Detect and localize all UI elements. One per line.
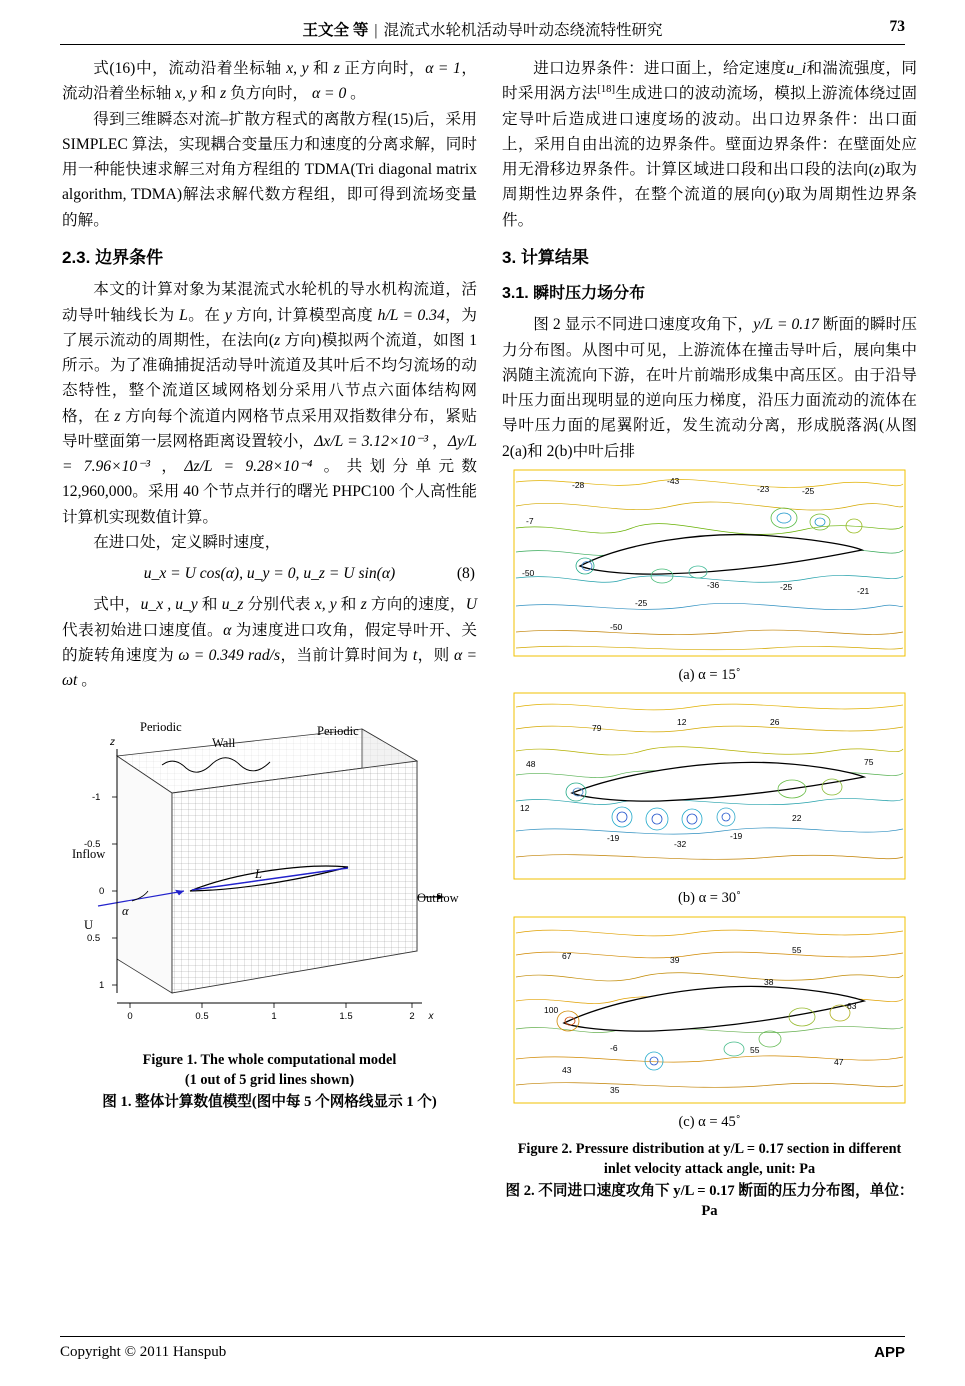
text-frag: 式(16)中，流动沿着坐标轴 — [93, 60, 287, 77]
fig1-label-alpha: α — [122, 904, 129, 919]
value-delta-x: Δx/L = 3.12×10⁻³ — [314, 432, 429, 450]
figure-2-label-b: (b) α = 30˚ — [678, 890, 741, 907]
fig1-ztick-3: 0.5 — [87, 933, 101, 945]
paragraph-eq16-note — [62, 56, 477, 107]
fig2c-value-7: 55 — [750, 1044, 760, 1055]
fig2b-value-8: -32 — [674, 839, 687, 850]
citation-18: [18] — [597, 84, 616, 96]
fig2c-value-9: 43 — [562, 1064, 572, 1075]
fig2a-value-3: -25 — [802, 485, 815, 496]
fig1-label-L: L — [255, 867, 262, 882]
var-t: t — [412, 646, 418, 664]
text-frag: 和 — [197, 596, 222, 614]
fig2c-value-8: 47 — [834, 1056, 844, 1067]
fig2b-value-3: 48 — [526, 759, 536, 770]
var-z2: z — [220, 85, 227, 103]
figure-2-panel-a — [502, 466, 917, 662]
var-z4: z — [114, 407, 121, 425]
text-frag: ， — [428, 432, 448, 450]
text-frag: 。共划分单元数 12,960,000。采用 40 个节点并行的曙光 PHPC100 个人高性能计算机实现数值计算。 — [62, 458, 478, 526]
fig1-label-wall: Wall — [212, 736, 236, 751]
text-frag: 为速度进口攻角，假定导叶开、关的旋转角速度为 — [62, 621, 477, 664]
text-frag: 和 — [196, 85, 221, 103]
fig2b-value-6: 22 — [792, 813, 802, 824]
page-number: 73 — [889, 18, 905, 35]
figure-2-panel-c — [502, 913, 917, 1109]
fig2c-value-10: 35 — [610, 1084, 620, 1095]
fig1-label-inflow: Inflow — [72, 847, 106, 862]
fig2b-value-0: 79 — [592, 723, 602, 734]
text-frag: 正方向时， — [339, 60, 426, 77]
var-xy: x, y — [175, 85, 197, 103]
text-frag: ，流动沿着坐标轴 — [62, 60, 477, 103]
heading-3-1: 3.1. 瞬时压力场分布 — [502, 285, 646, 303]
page-footer — [60, 1344, 905, 1361]
var-uz: u_z — [221, 596, 244, 614]
fig1-xtick-2: 1 — [271, 1011, 277, 1023]
fig1-ztick-1: -0.5 — [84, 839, 101, 851]
text-frag: 。在 — [187, 306, 225, 324]
text-frag: 和 — [336, 596, 361, 614]
fig2c-value-6: -6 — [610, 1042, 618, 1053]
equation-8-body: u_x = U cos(α), u_y = 0, u_z = U sin(α) — [143, 565, 396, 583]
var-z3: z — [274, 331, 281, 349]
header-divider — [60, 44, 905, 45]
paragraph-symbols — [62, 592, 477, 693]
value-omega: ω = 0.349 rad/s — [178, 646, 281, 664]
paragraph-pressure-field — [502, 312, 917, 464]
fig1-axis-x-label: x — [428, 1011, 434, 1023]
figure-2-label-a: (a) α = 15˚ — [678, 666, 741, 683]
var-x: x — [286, 60, 294, 77]
fig2c-value-2: 55 — [792, 944, 802, 955]
fig2b-value-5: 75 — [864, 757, 874, 768]
text-frag: 方向的速度， — [366, 596, 466, 614]
fig2c-value-3: 38 — [764, 976, 774, 987]
text-frag: , — [293, 60, 302, 77]
figure-2c-svg — [502, 913, 917, 1109]
fig2a-value-8: -25 — [780, 581, 793, 592]
var-L: L — [179, 306, 188, 324]
text-frag: ， — [150, 458, 185, 476]
paragraph-inlet-velocity: 在进口处，定义瞬时速度， — [93, 533, 281, 551]
fig1-label-outflow: Outflow — [417, 891, 459, 906]
figure-2-caption-en-1: Figure 2. Pressure distribution at y/L = 0.17 section in different — [517, 1141, 902, 1158]
paragraph-inlet-bc — [502, 56, 917, 233]
text-frag: 。 — [77, 672, 97, 690]
fig1-xtick-1: 0.5 — [195, 1011, 209, 1023]
figure-1-caption-en-1: Figure 1. The whole computational model — [142, 1052, 397, 1069]
alpha-equals-0: α = 0 — [311, 85, 347, 103]
text-frag: ，为了展示流动的周期性，在法向( — [62, 306, 477, 349]
var-ux-uy: u_x , u_y — [140, 596, 198, 614]
fig2b-value-2: 26 — [770, 717, 780, 728]
right-column — [502, 56, 917, 1221]
left-column — [62, 56, 477, 1113]
alpha-equals-1: α = 1 — [425, 60, 461, 77]
figure-1-caption-en-2: (1 out of 5 grid lines shown) — [184, 1071, 355, 1088]
paragraph-simplec: 得到三维瞬态对流‒扩散方程式的离散方程(15)后，采用 SIMPLEC 算法，实现耦合变量压力和速度的分离求解，同时用一种能快速求解三对角方程组的 TDMA(Tri diagonal matrix algorithm, TDMA)解法求解代数方程组，即可得到流场变量的解。 — [62, 110, 477, 229]
text-frag: 分别代表 — [243, 596, 315, 614]
fig2b-value-7: -19 — [607, 833, 620, 844]
heading-3: 3. 计算结果 — [502, 247, 589, 267]
fig2b-value-4: 12 — [520, 803, 530, 814]
text-frag: ，则 — [417, 646, 454, 664]
text-frag: 代表初始进口速度值。 — [62, 621, 224, 639]
figure-1-graphic — [62, 701, 477, 1051]
var-z: z — [333, 60, 340, 77]
text-frag: 进口边界条件：进口面上，给定速度 — [533, 60, 787, 77]
fig2a-value-0: -28 — [572, 479, 585, 490]
figure-2-label-c: (c) α = 45˚ — [678, 1113, 741, 1130]
figure-2a-svg — [502, 466, 917, 662]
value-delta-y: Δy/L = 7.96×10⁻³ — [62, 432, 477, 476]
fig2c-value-5: 63 — [847, 1000, 857, 1011]
text-frag: 断面的瞬时压力分布图。从图中可见，上游流体在撞击导叶后，展向集中涡随主流流向下游，在叶片前端形成集中高压区。由于沿导叶压力面出现明显的逆向压力梯度，沿压力面流动的流体在导叶压力面的尾翼附近，发生流动分离，形成脱落涡(从图 2(a)和 2(b)中叶后排 — [502, 316, 917, 460]
header-separator: | — [374, 22, 378, 39]
figure-1-caption-cn: 图 1. 整体计算数值模型(图中每 5 个网格线显示 1 个) — [102, 1093, 437, 1110]
fig1-xtick-0: 0 — [127, 1011, 133, 1023]
fig2c-value-4: 100 — [544, 1004, 559, 1015]
var-z5: z — [360, 596, 367, 614]
var-y-right: y — [772, 186, 780, 204]
fig1-xtick-4: 2 — [409, 1011, 415, 1023]
value-delta-z: Δz/L = 9.28×10⁻⁴ — [184, 458, 313, 476]
fig1-label-U: U — [84, 918, 94, 933]
var-U: U — [465, 596, 477, 614]
text-frag: 负方向时， — [226, 85, 312, 103]
var-y2: y — [224, 306, 232, 324]
figure-2-caption-en-2: inlet velocity attack angle, unit: Pa — [603, 1160, 816, 1177]
text-frag: 和 — [308, 60, 334, 77]
text-frag: )取为周期性边界条件。 — [502, 186, 917, 229]
value-h-over-L: h/L = 0.34 — [377, 306, 445, 324]
fig1-ztick-4: 1 — [99, 980, 105, 992]
var-z-right: z — [873, 161, 880, 179]
fig2a-value-4: -7 — [526, 515, 534, 526]
journal-abbrev: APP — [874, 1344, 905, 1361]
text-frag: )取为周期性边界条件，在整个流道的展向( — [502, 161, 917, 204]
header-authors: 王文全 等 — [302, 22, 369, 39]
figure-2b-svg — [502, 689, 917, 885]
var-y: y — [301, 60, 309, 77]
text-frag: 图 2 显示不同进口速度攻角下， — [533, 316, 754, 334]
equation-8-number: (8) — [456, 565, 475, 583]
value-y-over-L: y/L = 0.17 — [753, 316, 819, 334]
fig2b-value-9: -19 — [730, 831, 743, 842]
var-alpha: α — [223, 621, 232, 639]
fig2a-value-10: -50 — [610, 621, 623, 632]
paragraph-boundary-desc — [62, 277, 477, 530]
copyright-text: Copyright © 2011 Hanspub — [60, 1344, 227, 1360]
text-frag: 生成进口的波动流场，模拟上游流体绕过固定导叶后造成进口速度场的波动。出口边界条件：出口面上，采用自由出流的边界条件。壁面边界条件：在壁面处应用无滑移边界条件。计算区域进口段和出口段的法向( — [502, 85, 917, 179]
fig1-axis-z-label: z — [110, 737, 115, 749]
fig1-label-periodic-right: Periodic — [317, 724, 359, 739]
figure-2-caption-cn: 图 2. 不同进口速度攻角下 y/L = 0.17 断面的压力分布图，单位：Pa — [505, 1182, 914, 1219]
header-title: 混流式水轮机活动导叶动态绕流特性研究 — [383, 22, 663, 39]
fig2a-value-5: -50 — [522, 567, 535, 578]
var-ui: u_i — [786, 60, 807, 77]
fig2a-value-2: -23 — [757, 483, 770, 494]
equation-8 — [62, 561, 477, 586]
fig1-ztick-2: 0 — [99, 886, 105, 898]
fig2a-value-7: -36 — [707, 579, 720, 590]
text-frag: 式中， — [93, 596, 141, 614]
text-frag: 方向每个流道内网格节点采用双指数律分布，紧贴导叶壁面第一层网格距离设置较小， — [62, 407, 477, 450]
heading-2-3: 2.3. 边界条件 — [62, 247, 164, 267]
fig2a-value-1: -43 — [667, 475, 680, 486]
figure-2-panel-b — [502, 689, 917, 885]
text-frag: 方向, 计算模型高度 — [231, 306, 378, 324]
var-xy2: x, y — [314, 596, 337, 614]
text-frag: 和湍流强度，同时采用涡方法 — [502, 60, 917, 103]
fig2c-value-1: 39 — [670, 954, 680, 965]
fig2c-value-0: 67 — [562, 950, 572, 961]
value-alpha-omega-t: α = ωt — [62, 646, 478, 690]
fig1-label-periodic-left: Periodic — [140, 720, 182, 735]
fig1-ztick-0: -1 — [92, 792, 101, 804]
footer-divider — [60, 1336, 905, 1337]
figure-1-svg — [62, 701, 477, 1051]
fig2a-value-9: -21 — [857, 585, 870, 596]
text-frag: 。 — [346, 85, 366, 103]
text-frag: 本文的计算对象为某混流式水轮机的导水机构流道，活动导叶轴线长为 — [62, 281, 477, 324]
text-frag: 方向)模拟两个流道，如图 1 所示。为了准确捕捉活动导叶流道及其叶后不均匀流场的动态特性，整个流道区域网格划分采用八节点六面体结构网格，在 — [62, 331, 477, 425]
fig1-xtick-3: 1.5 — [339, 1011, 353, 1023]
fig2a-value-6: -25 — [635, 597, 648, 608]
text-frag: ，当前计算时间为 — [280, 646, 413, 664]
fig2b-value-1: 12 — [677, 717, 687, 728]
